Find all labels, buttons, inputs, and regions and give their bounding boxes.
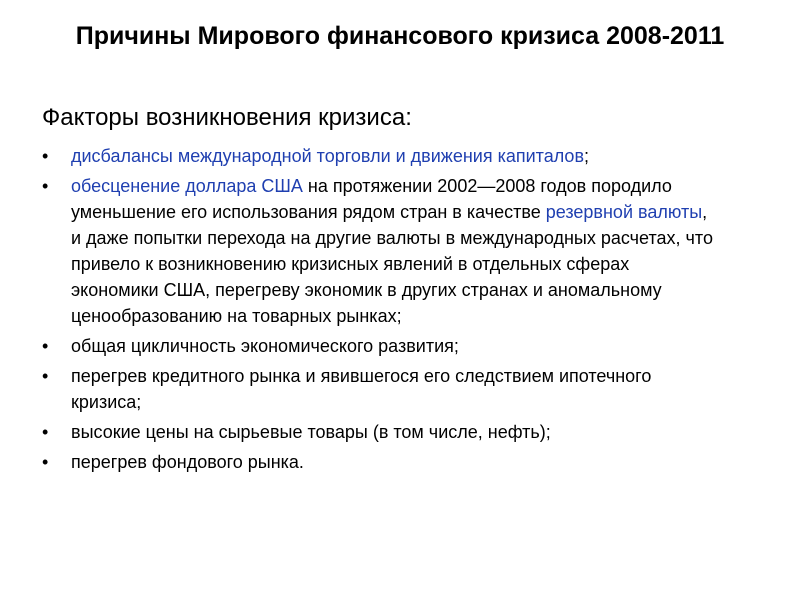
- item-text: перегрев фондового рынка.: [71, 452, 304, 472]
- item-text: перегрев кредитного рынка и явившегося его следствием ипотечного кризиса;: [71, 366, 652, 412]
- item-text: , и даже попытки перехода на другие валюты в международных расчетах, что привело к возникновению кризисных явлений в отдельных сферах экономики США, перегреву экономик в других странах и аномальному ценообразованию на товарных рынках;: [71, 202, 713, 326]
- link-trade-imbalances[interactable]: дисбалансы международной торговли и движения капиталов: [71, 146, 585, 166]
- bullet-list: [40, 143, 720, 479]
- bullet-icon: •: [42, 366, 49, 386]
- link-reserve-currency[interactable]: резервной валюты: [545, 202, 703, 222]
- bullet-icon: •: [42, 146, 49, 166]
- bullet-icon: •: [42, 452, 49, 472]
- bullet-icon: •: [42, 176, 49, 196]
- list-item: [40, 449, 720, 475]
- item-text: общая цикличность экономического развития;: [71, 336, 459, 356]
- list-item: [40, 419, 720, 445]
- list-item: [40, 173, 720, 329]
- slide-subtitle: Факторы возникновения кризиса:: [42, 104, 412, 131]
- bullet-icon: •: [42, 422, 49, 442]
- item-text: на протяжении 2002—2008 годов породило уменьшение его использования рядом стран в качестве: [71, 176, 672, 222]
- item-text: ;: [584, 146, 590, 166]
- list-item: [40, 333, 720, 359]
- item-text: высокие цены на сырьевые товары (в том числе, нефть);: [71, 422, 551, 442]
- slide-title: Причины Мирового финансового кризиса 2008-2011: [75, 22, 725, 50]
- list-item: [40, 143, 720, 169]
- bullet-icon: •: [42, 336, 49, 356]
- link-dollar-devaluation[interactable]: обесценение доллара США: [71, 176, 303, 196]
- list-item: [40, 363, 720, 415]
